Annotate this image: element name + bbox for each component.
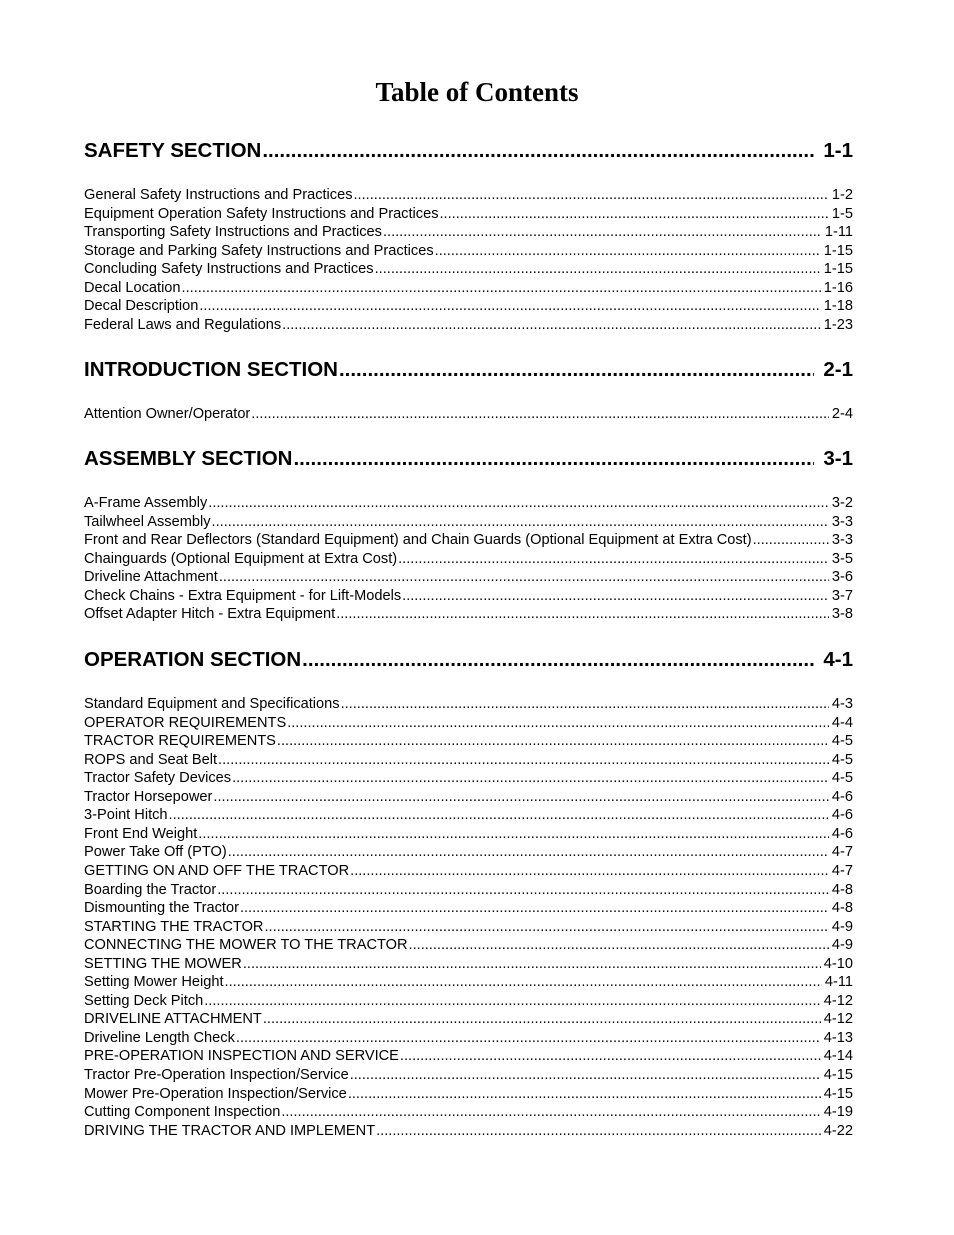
dot-leader xyxy=(293,445,814,473)
dot-leader xyxy=(225,973,822,992)
toc-entry[interactable] xyxy=(84,1010,853,1029)
entry-label: Transporting Safety Instructions and Practices xyxy=(84,224,382,241)
entry-label: A-Frame Assembly xyxy=(84,495,208,511)
dot-leader xyxy=(198,825,829,844)
entry-page-number: 4-3 xyxy=(831,696,853,712)
toc-entry[interactable] xyxy=(84,186,853,205)
entry-label: Storage and Parking Safety Instructions and Practices xyxy=(84,242,434,259)
dot-leader xyxy=(302,646,814,674)
dot-leader xyxy=(400,1047,821,1066)
entry-page-number: 4-10 xyxy=(823,955,853,972)
entry-label: Driveline Attachment xyxy=(84,569,218,586)
entry-label: General Safety Instructions and Practices xyxy=(84,187,353,203)
entry-label: OPERATOR REQUIREMENTS xyxy=(84,714,287,731)
dot-leader xyxy=(753,531,829,550)
entry-label: Cutting Component Inspection xyxy=(84,1104,281,1121)
dot-leader xyxy=(383,223,822,242)
dot-leader xyxy=(232,769,829,788)
entry-label: Setting Deck Pitch xyxy=(84,992,204,1009)
dot-leader xyxy=(376,1122,821,1141)
entry-page-number: 1-15 xyxy=(823,261,853,278)
entry-page-number: 3-7 xyxy=(831,587,853,604)
toc-entry[interactable] xyxy=(84,806,853,825)
entry-label: Front End Weight xyxy=(84,825,198,842)
section-page-number: 1-1 xyxy=(823,139,853,162)
entry-page-number: 1-5 xyxy=(831,205,853,222)
dot-leader xyxy=(263,1010,821,1029)
toc-entry[interactable] xyxy=(84,973,853,992)
entry-label: Decal Description xyxy=(84,298,199,315)
section-page-number: 2-1 xyxy=(823,358,853,381)
dot-leader xyxy=(182,279,821,298)
dot-leader xyxy=(435,242,821,261)
toc-entry[interactable] xyxy=(84,862,853,881)
entry-page-number: 4-4 xyxy=(831,714,853,731)
entry-label: Front and Rear Deflectors (Standard Equipment) and Chain Guards (Optional Equipment at Extra Cost) xyxy=(84,532,752,549)
dot-leader xyxy=(240,899,829,918)
entry-label: Tractor Pre-Operation Inspection/Service xyxy=(84,1067,349,1083)
entry-label: Offset Adapter Hitch - Extra Equipment xyxy=(84,606,336,623)
toc-entry[interactable] xyxy=(84,732,853,751)
entry-page-number: 4-13 xyxy=(823,1029,853,1046)
page-title: Table of Contents xyxy=(375,77,579,107)
entry-page-number: 4-7 xyxy=(831,844,853,861)
toc-entry[interactable] xyxy=(84,494,853,513)
entry-label: PRE-OPERATION INSPECTION AND SERVICE xyxy=(84,1048,399,1065)
entry-label: GETTING ON AND OFF THE TRACTOR xyxy=(84,862,350,879)
toc-entry[interactable] xyxy=(84,405,853,424)
toc-entry[interactable] xyxy=(84,1029,853,1048)
entry-label: Decal Location xyxy=(84,279,181,296)
entry-page-number: 4-9 xyxy=(831,918,853,935)
toc-entry[interactable] xyxy=(84,918,853,937)
entry-label: Mower Pre-Operation Inspection/Service xyxy=(84,1085,347,1102)
entry-page-number: 4-14 xyxy=(823,1048,853,1065)
toc-entry[interactable] xyxy=(84,936,853,955)
entry-page-number: 4-5 xyxy=(831,751,853,768)
dot-leader xyxy=(213,788,828,807)
toc-entry[interactable] xyxy=(84,955,853,974)
dot-leader xyxy=(375,260,821,279)
dot-leader xyxy=(218,751,829,770)
entry-page-number: 4-5 xyxy=(831,733,853,750)
entry-label: Tractor Safety Devices xyxy=(84,770,232,787)
entry-page-number: 1-15 xyxy=(823,242,853,259)
dot-leader xyxy=(287,714,829,733)
entry-label: 3-Point Hitch xyxy=(84,807,168,824)
section-heading[interactable] xyxy=(84,356,853,384)
entry-page-number: 3-8 xyxy=(831,606,853,623)
entry-label: Attention Owner/Operator xyxy=(84,406,251,422)
section-heading-label: OPERATION SECTION xyxy=(84,648,302,671)
entry-label: Federal Laws and Regulations xyxy=(84,316,282,333)
section-heading-label: INTRODUCTION SECTION xyxy=(84,358,338,381)
dot-leader xyxy=(354,186,829,205)
toc-entry[interactable] xyxy=(84,513,853,532)
entry-label: Tractor Horsepower xyxy=(84,788,213,805)
toc-entry[interactable] xyxy=(84,1066,853,1085)
entry-page-number: 4-12 xyxy=(823,992,853,1009)
dot-leader xyxy=(236,1029,821,1048)
dot-leader xyxy=(402,587,829,606)
entry-page-number: 4-9 xyxy=(831,937,853,954)
toc-entry[interactable] xyxy=(84,825,853,844)
dot-leader xyxy=(251,405,829,424)
entry-label: Standard Equipment and Specifications xyxy=(84,696,340,712)
entry-label: Check Chains - Extra Equipment - for Lift-Models xyxy=(84,587,402,604)
entry-label: Setting Mower Height xyxy=(84,974,224,991)
dot-leader xyxy=(217,881,829,900)
entry-page-number: 4-11 xyxy=(824,974,853,991)
toc-entry[interactable] xyxy=(84,1085,853,1104)
entry-page-number: 4-6 xyxy=(831,788,853,805)
toc-entry[interactable] xyxy=(84,1122,853,1141)
entry-page-number: 3-5 xyxy=(831,550,853,567)
entry-label: Dismounting the Tractor xyxy=(84,900,239,917)
toc-entry[interactable] xyxy=(84,205,853,224)
dot-leader xyxy=(228,843,829,862)
dot-leader xyxy=(409,936,829,955)
entry-page-number: 1-16 xyxy=(823,279,853,296)
entry-label: ROPS and Seat Belt xyxy=(84,751,218,768)
dot-leader xyxy=(350,862,829,881)
dot-leader xyxy=(262,137,814,165)
toc-entry[interactable] xyxy=(84,550,853,569)
dot-leader xyxy=(208,494,829,513)
entry-page-number: 1-11 xyxy=(824,224,853,241)
entry-page-number: 3-6 xyxy=(831,569,853,586)
entry-label: STARTING THE TRACTOR xyxy=(84,918,264,935)
entry-page-number: 3-2 xyxy=(831,495,853,511)
toc-entry[interactable] xyxy=(84,297,853,316)
section-heading[interactable] xyxy=(84,445,853,473)
entry-page-number: 4-8 xyxy=(831,881,853,898)
dot-leader xyxy=(212,513,829,532)
entry-page-number: 2-4 xyxy=(831,406,853,422)
entry-label: SETTING THE MOWER xyxy=(84,955,242,972)
dot-leader xyxy=(341,695,829,714)
toc-entry[interactable] xyxy=(84,769,853,788)
section-heading[interactable] xyxy=(84,646,853,674)
toc-entry[interactable] xyxy=(84,788,853,807)
dot-leader xyxy=(398,550,829,569)
entry-page-number: 4-15 xyxy=(823,1085,853,1102)
toc-entry[interactable] xyxy=(84,223,853,242)
dot-leader xyxy=(348,1085,821,1104)
section-page-number: 4-1 xyxy=(823,648,853,671)
dot-leader xyxy=(440,205,829,224)
toc-entry[interactable] xyxy=(84,531,853,550)
entry-label: DRIVELINE ATTACHMENT xyxy=(84,1011,262,1028)
entry-label: Driveline Length Check xyxy=(84,1029,235,1046)
entry-page-number: 3-3 xyxy=(831,513,853,530)
toc-entry[interactable] xyxy=(84,242,853,261)
toc-entry[interactable] xyxy=(84,279,853,298)
entry-page-number: 4-22 xyxy=(823,1122,853,1139)
dot-leader xyxy=(204,992,821,1011)
toc-entry[interactable] xyxy=(84,260,853,279)
dot-leader xyxy=(282,316,821,335)
dot-leader xyxy=(264,918,828,937)
dot-leader xyxy=(281,1103,820,1122)
dot-leader xyxy=(350,1066,821,1085)
entry-page-number: 4-15 xyxy=(823,1067,853,1083)
toc-entry[interactable] xyxy=(84,695,853,714)
entry-page-number: 4-19 xyxy=(823,1104,853,1121)
entry-label: Concluding Safety Instructions and Practices xyxy=(84,261,374,278)
entry-page-number: 4-7 xyxy=(831,862,853,879)
dot-leader xyxy=(243,955,821,974)
dot-leader xyxy=(339,356,814,384)
entry-page-number: 4-6 xyxy=(831,807,853,824)
entry-page-number: 1-2 xyxy=(831,187,853,203)
entry-page-number: 4-5 xyxy=(831,770,853,787)
toc-entry[interactable] xyxy=(84,881,853,900)
dot-leader xyxy=(199,297,820,316)
entry-page-number: 4-6 xyxy=(831,825,853,842)
toc-entry[interactable] xyxy=(84,714,853,733)
entry-label: CONNECTING THE MOWER TO THE TRACTOR xyxy=(84,937,408,954)
toc-entry[interactable] xyxy=(84,843,853,862)
toc-entry[interactable] xyxy=(84,1103,853,1122)
dot-leader xyxy=(169,806,829,825)
entry-label: DRIVING THE TRACTOR AND IMPLEMENT xyxy=(84,1122,376,1139)
entry-label: Power Take Off (PTO) xyxy=(84,844,227,861)
section-heading[interactable] xyxy=(84,137,853,165)
dot-leader xyxy=(336,605,829,624)
toc-entry[interactable] xyxy=(84,992,853,1011)
entry-page-number: 1-23 xyxy=(823,316,853,333)
entry-page-number: 1-18 xyxy=(823,298,853,315)
entry-label: Chainguards (Optional Equipment at Extra Cost) xyxy=(84,550,398,567)
section-heading-label: ASSEMBLY SECTION xyxy=(84,447,293,470)
section-heading-label: SAFETY SECTION xyxy=(84,139,262,162)
toc-entry[interactable] xyxy=(84,587,853,606)
entry-label: Tailwheel Assembly xyxy=(84,513,211,530)
toc-entry[interactable] xyxy=(84,316,853,335)
toc-entry[interactable] xyxy=(84,1047,853,1066)
toc-entry[interactable] xyxy=(84,568,853,587)
toc-entry[interactable] xyxy=(84,899,853,918)
entry-label: TRACTOR REQUIREMENTS xyxy=(84,733,276,750)
toc-entry[interactable] xyxy=(84,605,853,624)
entry-label: Equipment Operation Safety Instructions and Practices xyxy=(84,205,439,222)
toc-entry[interactable] xyxy=(84,751,853,770)
entry-page-number: 3-3 xyxy=(831,532,853,549)
dot-leader xyxy=(277,732,829,751)
entry-page-number: 4-8 xyxy=(831,900,853,917)
entry-label: Boarding the Tractor xyxy=(84,881,217,898)
entry-page-number: 4-12 xyxy=(823,1011,853,1028)
dot-leader xyxy=(219,568,829,587)
section-page-number: 3-1 xyxy=(823,447,853,470)
